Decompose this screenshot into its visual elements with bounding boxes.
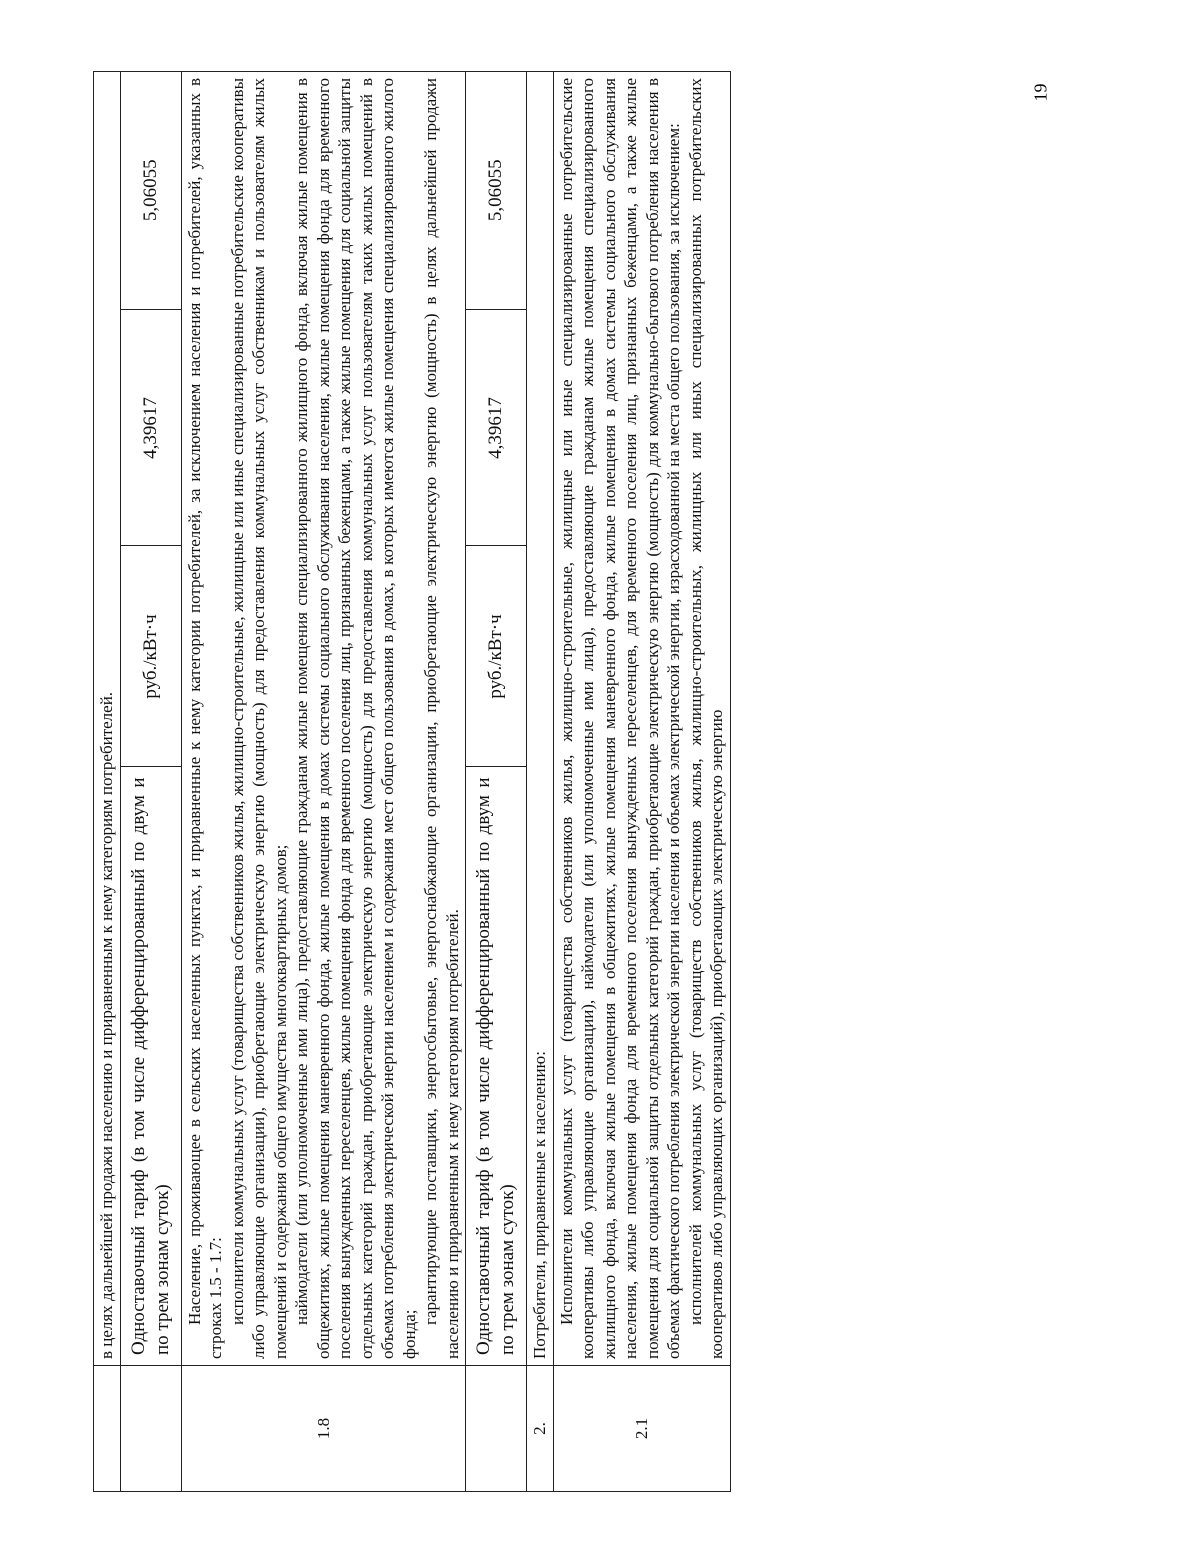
row-number-cell [466, 1366, 527, 1492]
table-row [120, 72, 181, 1492]
row-1-8-text [181, 72, 466, 1366]
tariff-value-1: 4,39617 [466, 310, 526, 546]
row-number: 2.1 [553, 1366, 730, 1492]
rotated-page [93, 72, 1073, 1492]
paragraph: гарантирующие поставщики, энергосбытовые, энергоснабжающие организации, приобретающие электрическую энергию (мощность) в целях дальнейшей продажи населению и приравненным к нему категориям потребителей. [421, 78, 462, 1359]
tariff-row-1 [120, 72, 181, 1366]
tariff-unit: руб./кВт·ч [121, 546, 181, 767]
row-number: 2. [527, 1366, 554, 1492]
table-row [466, 72, 527, 1492]
row-number-cell [94, 1366, 121, 1492]
paragraph: Население, проживающее в сельских населенных пунктах, и приравненные к нему категории потребителей, за исключением населения и потребителей, указанных в строках 1.5 - 1.7: [184, 78, 225, 1359]
table-row [94, 72, 121, 1492]
paragraph: наймодатели (или уполномоченные ими лица), предоставляющие гражданам жилые помещения специализированного жилищного фонда, включая жилые помещения в общежитиях, жилые помещения маневренного фонда, жилые помещения в домах системы социального обслуживания населения, жилые помещения фонда для временного поселения вынужденных переселенцев, жилые помещения фонда для временного поселения лиц, признанных беженцами, а также жилые помещения для социальной защиты отдельных категорий граждан, приобретающие электрическую энергию (мощность) для предоставления коммунальных услуг пользователям таких жилых помещений в объемах потребления электрической энергии населением и содержания мест общего пользования в домах, в которых имеются жилые помещения специализированного жилого фонда; [292, 78, 419, 1359]
row-number-cell [120, 1366, 181, 1492]
tariff-subtable-2 [466, 71, 526, 1365]
row-number: 1.8 [181, 1366, 466, 1492]
paragraph: исполнителей коммунальных услуг (товариществ собственников жилья, жилищно-строительных, жилищных или иных специализированных потребительских кооперативов либо управляющих организаций), приобретающих электрическую энергию [685, 78, 726, 1359]
paragraph: Исполнители коммунальных услуг (товарищества собственников жилья, жилищно-строительные, жилищные или иные специализированные потребительские кооперативы либо управляющие организации), наймодатели (или уполномоченные ими лица), предоставляющие гражданам жилые помещения специализированного жилищного фонда, включая жилые помещения в общежитиях, жилые помещения маневренного фонда, жилые помещения в домах системы социального обслуживания населения, жилые помещения фонда для временного поселения вынужденных переселенцев, для временного поселения лиц, признанных беженцами, а также жилые помещения для социальной защиты отдельных категорий граждан, приобретающие электрическую энергию (мощность) для коммунально-бытового потребления населения в объемах фактического потребления электрической энергии населения и объемах электрической энергии, израсходованной на места общего пользования, за исключением: [556, 78, 683, 1359]
page-number: 19 [1030, 83, 1051, 102]
row-2-1-text [553, 72, 730, 1366]
paragraph: исполнители коммунальных услуг (товарищества собственников жилья, жилищно-строительные, жилищные или иные специализированные потребительские кооперативы либо управляющие организации), приобретающие электрическую энергию (мощность) для предоставления коммунальных услуг собственникам и пользователям жилых помещений и содержания общего имущества многоквартирных домов; [227, 78, 290, 1359]
tariff-label: Одноставочный тариф (в том числе дифференцированный по двум и по трем зонам суток) [127, 777, 173, 1355]
tariff-unit: руб./кВт·ч [466, 546, 526, 767]
table-row [527, 72, 554, 1492]
tariff-label: Одноставочный тариф (в том числе дифференцированный по двум и по трем зонам суток) [473, 777, 518, 1355]
top-line-text: в целях дальнейшей продажи населению и приравненным к нему категориям потребителей. [94, 72, 121, 1366]
tariff-value-2: 5,06055 [121, 71, 181, 310]
tariff-row-2 [466, 72, 527, 1366]
table-row [181, 72, 466, 1492]
table-row [553, 72, 730, 1492]
tariff-subtable-1 [121, 71, 181, 1365]
tariff-value-2: 5,06055 [466, 71, 526, 310]
row-2-text: Потребители, приравненные к населению: [527, 72, 554, 1366]
tariff-value-1: 4,39617 [121, 310, 181, 546]
tariff-table [93, 71, 731, 1492]
